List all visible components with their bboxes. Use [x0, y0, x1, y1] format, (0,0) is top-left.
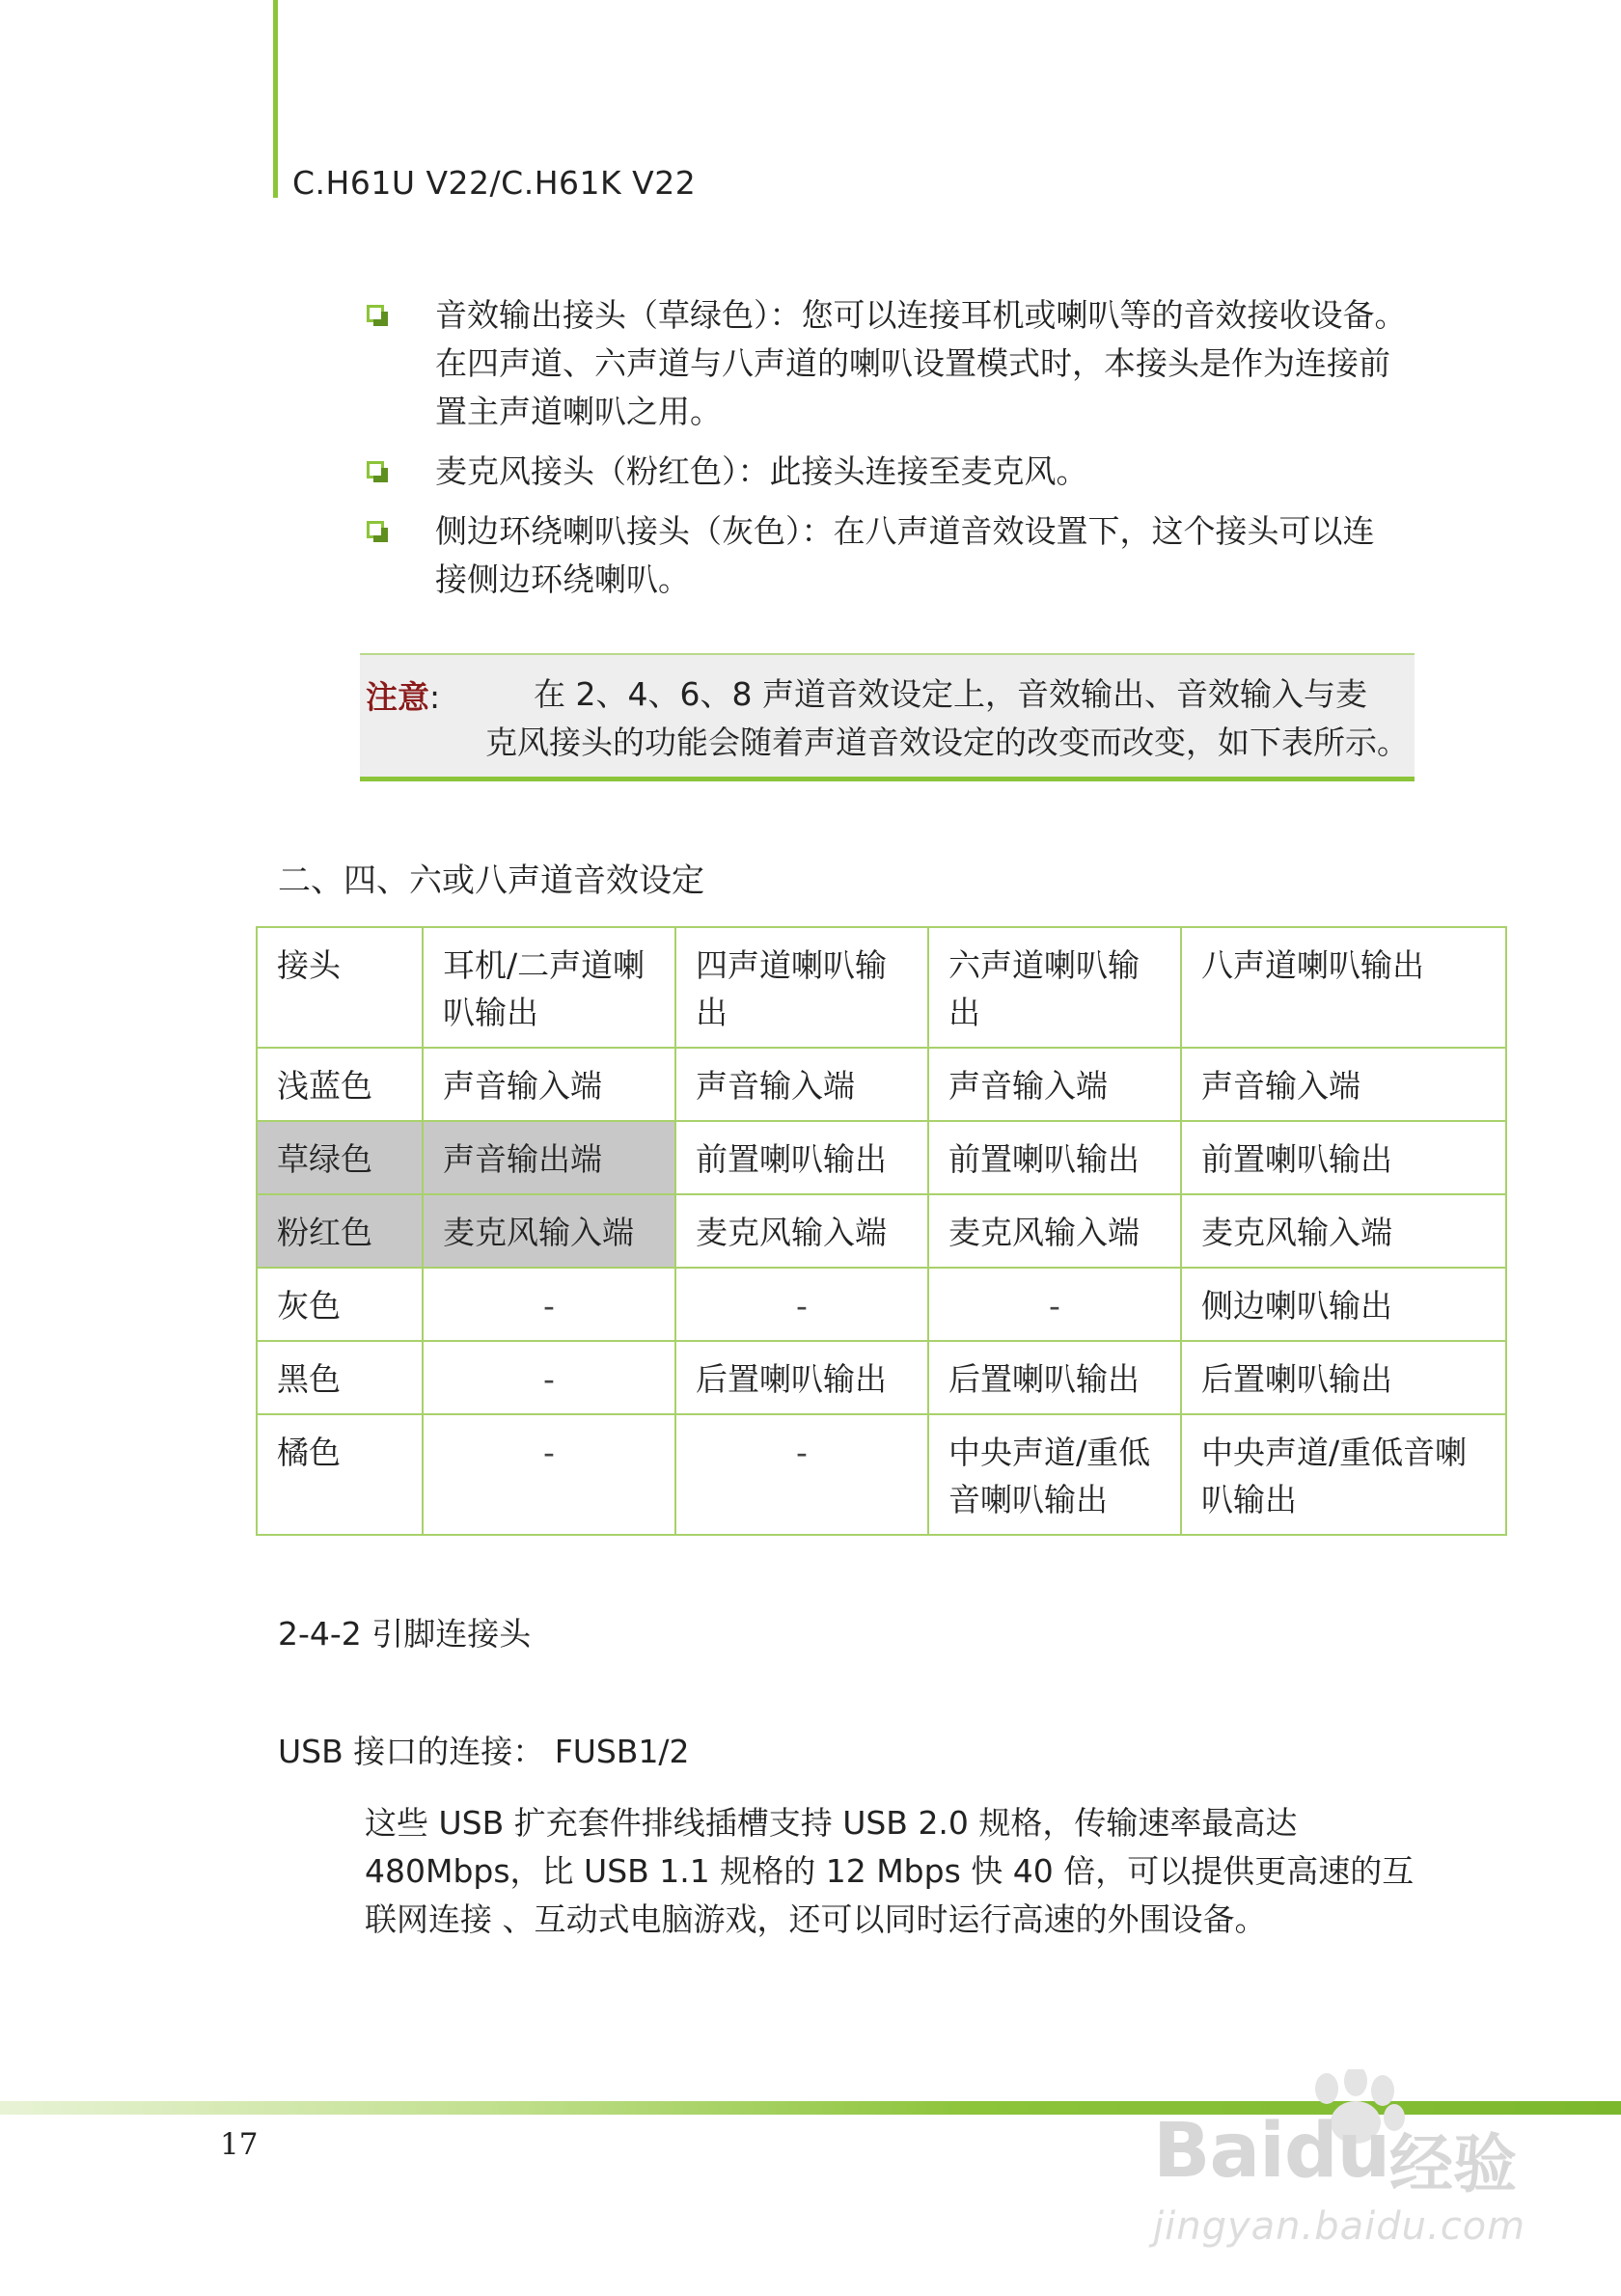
bullet-list [365, 291, 1426, 615]
table-cell: 前置喇叭输出 [675, 1121, 928, 1194]
header-cell: 四声道喇叭输出 [675, 927, 928, 1048]
bullet-line: 侧边环绕喇叭接头（灰色）：在八声道音效设置下，这个接头可以连 [435, 512, 1375, 550]
usb-line: 这些 USB 扩充套件排线插槽支持 USB 2.0 规格，传输速率最高达 [365, 1804, 1298, 1842]
table-cell: 侧边喇叭输出 [1181, 1268, 1506, 1341]
watermark-brand-cn: 经验 [1389, 2127, 1517, 2201]
checkbox-bullet-icon [367, 461, 384, 478]
section-title: 2-4-2 引脚连接头 [278, 1615, 532, 1653]
table-cell: - [423, 1414, 675, 1535]
table-cell: - [423, 1341, 675, 1414]
table-row [257, 1194, 1506, 1268]
table-row [257, 1268, 1506, 1341]
note-box [360, 653, 1415, 781]
table-cell: 声音输出端 [423, 1121, 675, 1194]
table-cell: 麦克风输入端 [928, 1194, 1181, 1268]
table-cell: 后置喇叭输出 [1181, 1341, 1506, 1414]
bullet-item-mic [365, 448, 1426, 496]
note-label: 注意: [366, 678, 441, 716]
note-colon: : [429, 678, 441, 716]
table-header-row [257, 927, 1506, 1048]
note-text [485, 670, 1409, 767]
bullet-line: 置主声道喇叭之用。 [435, 393, 722, 430]
header-accent-line [273, 0, 278, 198]
table-cell: 麦克风输入端 [423, 1194, 675, 1268]
watermark-brand: Baidu [1153, 2108, 1390, 2195]
table-cell: 橘色 [257, 1414, 423, 1535]
table-cell: - [928, 1268, 1181, 1341]
table-cell: 草绿色 [257, 1121, 423, 1194]
table-cell: 中央声道/重低音喇叭输出 [928, 1414, 1181, 1535]
table-cell: 麦克风输入端 [675, 1194, 928, 1268]
page-header-model: C.H61U V22/C.H61K V22 [292, 164, 697, 202]
table-cell: 后置喇叭输出 [675, 1341, 928, 1414]
usb-line: 480Mbps，比 USB 1.1 规格的 12 Mbps 快 40 倍，可以提供更高速的互 [365, 1852, 1415, 1890]
table-cell: 麦克风输入端 [1181, 1194, 1506, 1268]
table-cell: 黑色 [257, 1341, 423, 1414]
header-cell: 耳机/二声道喇叭输出 [423, 927, 675, 1048]
table-row [257, 1414, 1506, 1535]
table-cell: - [423, 1268, 675, 1341]
bullet-line: 接侧边环绕喇叭。 [435, 560, 690, 598]
table-row [257, 1341, 1506, 1414]
watermark-url: jingyan.baidu.com [1153, 2204, 1526, 2249]
table-cell: - [675, 1268, 928, 1341]
note-line: 克风接头的功能会随着声道音效设定的改变而改变，如下表所示。 [485, 724, 1409, 761]
bullet-line: 音效输出接头（草绿色）：您可以连接耳机或喇叭等的音效接收设备。 [435, 296, 1407, 334]
table-title: 二、四、六或八声道音效设定 [278, 861, 704, 900]
table-row [257, 1048, 1506, 1121]
usb-line: 联网连接 、互动式电脑游戏，还可以同时运行高速的外围设备。 [365, 1900, 1267, 1938]
page-number: 17 [220, 2127, 259, 2162]
table-cell: 声音输入端 [675, 1048, 928, 1121]
table-cell: 前置喇叭输出 [928, 1121, 1181, 1194]
usb-title: USB 接口的连接： FUSB1/2 [278, 1733, 690, 1770]
bullet-item-side-surround [365, 507, 1426, 604]
table-cell: 前置喇叭输出 [1181, 1121, 1506, 1194]
table-cell: 灰色 [257, 1268, 423, 1341]
table-cell: 中央声道/重低音喇叭输出 [1181, 1414, 1506, 1535]
table-cell: 声音输入端 [423, 1048, 675, 1121]
header-cell: 八声道喇叭输出 [1181, 927, 1506, 1048]
table-cell: 声音输入端 [1181, 1048, 1506, 1121]
bullet-item-line-out [365, 291, 1426, 436]
header-cell: 接头 [257, 927, 423, 1048]
table-row [257, 1121, 1506, 1194]
table-cell: 声音输入端 [928, 1048, 1181, 1121]
checkbox-bullet-icon [367, 305, 384, 322]
bullet-line: 麦克风接头（粉红色）：此接头连接至麦克风。 [435, 452, 1088, 490]
table-cell: 粉红色 [257, 1194, 423, 1268]
table-cell: 浅蓝色 [257, 1048, 423, 1121]
table-cell: 后置喇叭输出 [928, 1341, 1181, 1414]
bullet-line: 在四声道、六声道与八声道的喇叭设置模式时，本接头是作为连接前 [435, 344, 1390, 382]
header-cell: 六声道喇叭输出 [928, 927, 1181, 1048]
table-cell: - [675, 1414, 928, 1535]
audio-channel-table [256, 926, 1507, 1536]
usb-paragraph [365, 1799, 1416, 1944]
note-line: 在 2、4、6、8 声道音效设定上，音效输出、音效输入与麦 [534, 675, 1367, 713]
checkbox-bullet-icon [367, 521, 384, 538]
